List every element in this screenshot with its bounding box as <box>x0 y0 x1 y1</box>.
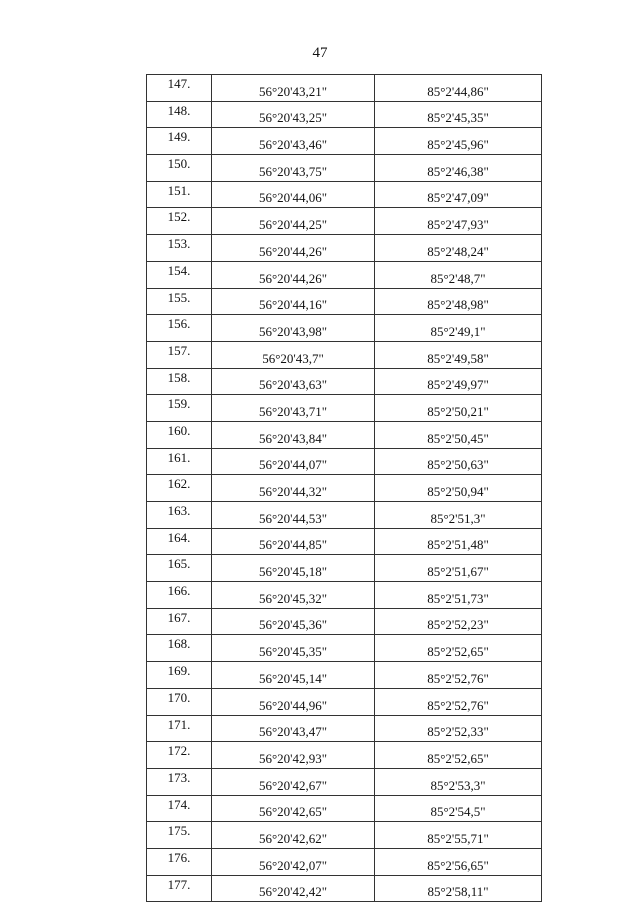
table-row <box>147 128 542 155</box>
coordinates-table <box>146 74 542 902</box>
point-number-cell: 148. <box>147 101 212 128</box>
table-row <box>147 475 542 502</box>
table-row <box>147 421 542 448</box>
table-row <box>147 795 542 822</box>
longitude-cell: 85°2'48,98" <box>375 288 542 315</box>
longitude-cell: 85°2'47,93" <box>375 208 542 235</box>
longitude-cell: 85°2'50,45" <box>375 421 542 448</box>
latitude-cell: 56°20'44,32" <box>212 475 375 502</box>
table-row <box>147 261 542 288</box>
point-number-cell: 174. <box>147 795 212 822</box>
point-number-cell: 151. <box>147 181 212 208</box>
latitude-cell: 56°20'43,47" <box>212 715 375 742</box>
point-number-cell: 175. <box>147 822 212 849</box>
table-row <box>147 635 542 662</box>
latitude-cell: 56°20'42,42" <box>212 875 375 902</box>
longitude-cell: 85°2'47,09" <box>375 181 542 208</box>
longitude-cell: 85°2'56,65" <box>375 848 542 875</box>
latitude-cell: 56°20'44,26" <box>212 235 375 262</box>
latitude-cell: 56°20'44,25" <box>212 208 375 235</box>
point-number-cell: 167. <box>147 608 212 635</box>
latitude-cell: 56°20'42,62" <box>212 822 375 849</box>
coordinates-table-body <box>147 75 542 902</box>
latitude-cell: 56°20'44,85" <box>212 528 375 555</box>
longitude-cell: 85°2'51,73" <box>375 582 542 609</box>
latitude-cell: 56°20'42,65" <box>212 795 375 822</box>
latitude-cell: 56°20'44,07" <box>212 448 375 475</box>
longitude-cell: 85°2'45,35" <box>375 101 542 128</box>
table-row <box>147 528 542 555</box>
longitude-cell: 85°2'51,3" <box>375 502 542 529</box>
longitude-cell: 85°2'48,24" <box>375 235 542 262</box>
point-number-cell: 159. <box>147 395 212 422</box>
latitude-cell: 56°20'44,26" <box>212 261 375 288</box>
table-row <box>147 101 542 128</box>
table-row <box>147 608 542 635</box>
latitude-cell: 56°20'42,07" <box>212 848 375 875</box>
longitude-cell: 85°2'52,65" <box>375 635 542 662</box>
longitude-cell: 85°2'52,65" <box>375 742 542 769</box>
point-number-cell: 173. <box>147 768 212 795</box>
table-row <box>147 742 542 769</box>
table-row <box>147 875 542 902</box>
point-number-cell: 176. <box>147 848 212 875</box>
point-number-cell: 171. <box>147 715 212 742</box>
longitude-cell: 85°2'52,76" <box>375 662 542 689</box>
longitude-cell: 85°2'53,3" <box>375 768 542 795</box>
table-row <box>147 715 542 742</box>
latitude-cell: 56°20'44,96" <box>212 688 375 715</box>
table-row <box>147 582 542 609</box>
latitude-cell: 56°20'43,21" <box>212 75 375 102</box>
point-number-cell: 170. <box>147 688 212 715</box>
longitude-cell: 85°2'52,76" <box>375 688 542 715</box>
latitude-cell: 56°20'44,53" <box>212 502 375 529</box>
point-number-cell: 169. <box>147 662 212 689</box>
point-number-cell: 161. <box>147 448 212 475</box>
latitude-cell: 56°20'43,98" <box>212 315 375 342</box>
point-number-cell: 156. <box>147 315 212 342</box>
point-number-cell: 172. <box>147 742 212 769</box>
longitude-cell: 85°2'49,1" <box>375 315 542 342</box>
table-row <box>147 288 542 315</box>
point-number-cell: 150. <box>147 155 212 182</box>
point-number-cell: 164. <box>147 528 212 555</box>
table-row <box>147 768 542 795</box>
table-row <box>147 208 542 235</box>
latitude-cell: 56°20'44,16" <box>212 288 375 315</box>
point-number-cell: 154. <box>147 261 212 288</box>
table-row <box>147 822 542 849</box>
table-row <box>147 688 542 715</box>
point-number-cell: 147. <box>147 75 212 102</box>
latitude-cell: 56°20'45,35" <box>212 635 375 662</box>
latitude-cell: 56°20'45,32" <box>212 582 375 609</box>
table-row <box>147 75 542 102</box>
longitude-cell: 85°2'58,11" <box>375 875 542 902</box>
table-row <box>147 662 542 689</box>
point-number-cell: 163. <box>147 502 212 529</box>
longitude-cell: 85°2'52,33" <box>375 715 542 742</box>
latitude-cell: 56°20'45,36" <box>212 608 375 635</box>
latitude-cell: 56°20'44,06" <box>212 181 375 208</box>
longitude-cell: 85°2'45,96" <box>375 128 542 155</box>
point-number-cell: 162. <box>147 475 212 502</box>
latitude-cell: 56°20'45,14" <box>212 662 375 689</box>
longitude-cell: 85°2'55,71" <box>375 822 542 849</box>
point-number-cell: 166. <box>147 582 212 609</box>
latitude-cell: 56°20'42,67" <box>212 768 375 795</box>
latitude-cell: 56°20'43,84" <box>212 421 375 448</box>
latitude-cell: 56°20'45,18" <box>212 555 375 582</box>
table-row <box>147 448 542 475</box>
longitude-cell: 85°2'44,86" <box>375 75 542 102</box>
latitude-cell: 56°20'43,63" <box>212 368 375 395</box>
point-number-cell: 149. <box>147 128 212 155</box>
page-number: 47 <box>312 45 328 61</box>
latitude-cell: 56°20'43,46" <box>212 128 375 155</box>
longitude-cell: 85°2'50,63" <box>375 448 542 475</box>
point-number-cell: 165. <box>147 555 212 582</box>
table-row <box>147 181 542 208</box>
table-row <box>147 341 542 368</box>
point-number-cell: 155. <box>147 288 212 315</box>
latitude-cell: 56°20'43,25" <box>212 101 375 128</box>
point-number-cell: 158. <box>147 368 212 395</box>
table-row <box>147 555 542 582</box>
table-row <box>147 235 542 262</box>
longitude-cell: 85°2'54,5" <box>375 795 542 822</box>
point-number-cell: 157. <box>147 341 212 368</box>
latitude-cell: 56°20'43,71" <box>212 395 375 422</box>
longitude-cell: 85°2'51,48" <box>375 528 542 555</box>
longitude-cell: 85°2'49,58" <box>375 341 542 368</box>
latitude-cell: 56°20'43,75" <box>212 155 375 182</box>
table-row <box>147 315 542 342</box>
latitude-cell: 56°20'42,93" <box>212 742 375 769</box>
point-number-cell: 177. <box>147 875 212 902</box>
table-row <box>147 848 542 875</box>
longitude-cell: 85°2'49,97" <box>375 368 542 395</box>
longitude-cell: 85°2'50,94" <box>375 475 542 502</box>
longitude-cell: 85°2'50,21" <box>375 395 542 422</box>
point-number-cell: 168. <box>147 635 212 662</box>
table-row <box>147 395 542 422</box>
longitude-cell: 85°2'52,23" <box>375 608 542 635</box>
longitude-cell: 85°2'46,38" <box>375 155 542 182</box>
longitude-cell: 85°2'51,67" <box>375 555 542 582</box>
table-row <box>147 368 542 395</box>
table-row <box>147 502 542 529</box>
latitude-cell: 56°20'43,7" <box>212 341 375 368</box>
point-number-cell: 153. <box>147 235 212 262</box>
point-number-cell: 152. <box>147 208 212 235</box>
point-number-cell: 160. <box>147 421 212 448</box>
table-row <box>147 155 542 182</box>
longitude-cell: 85°2'48,7" <box>375 261 542 288</box>
